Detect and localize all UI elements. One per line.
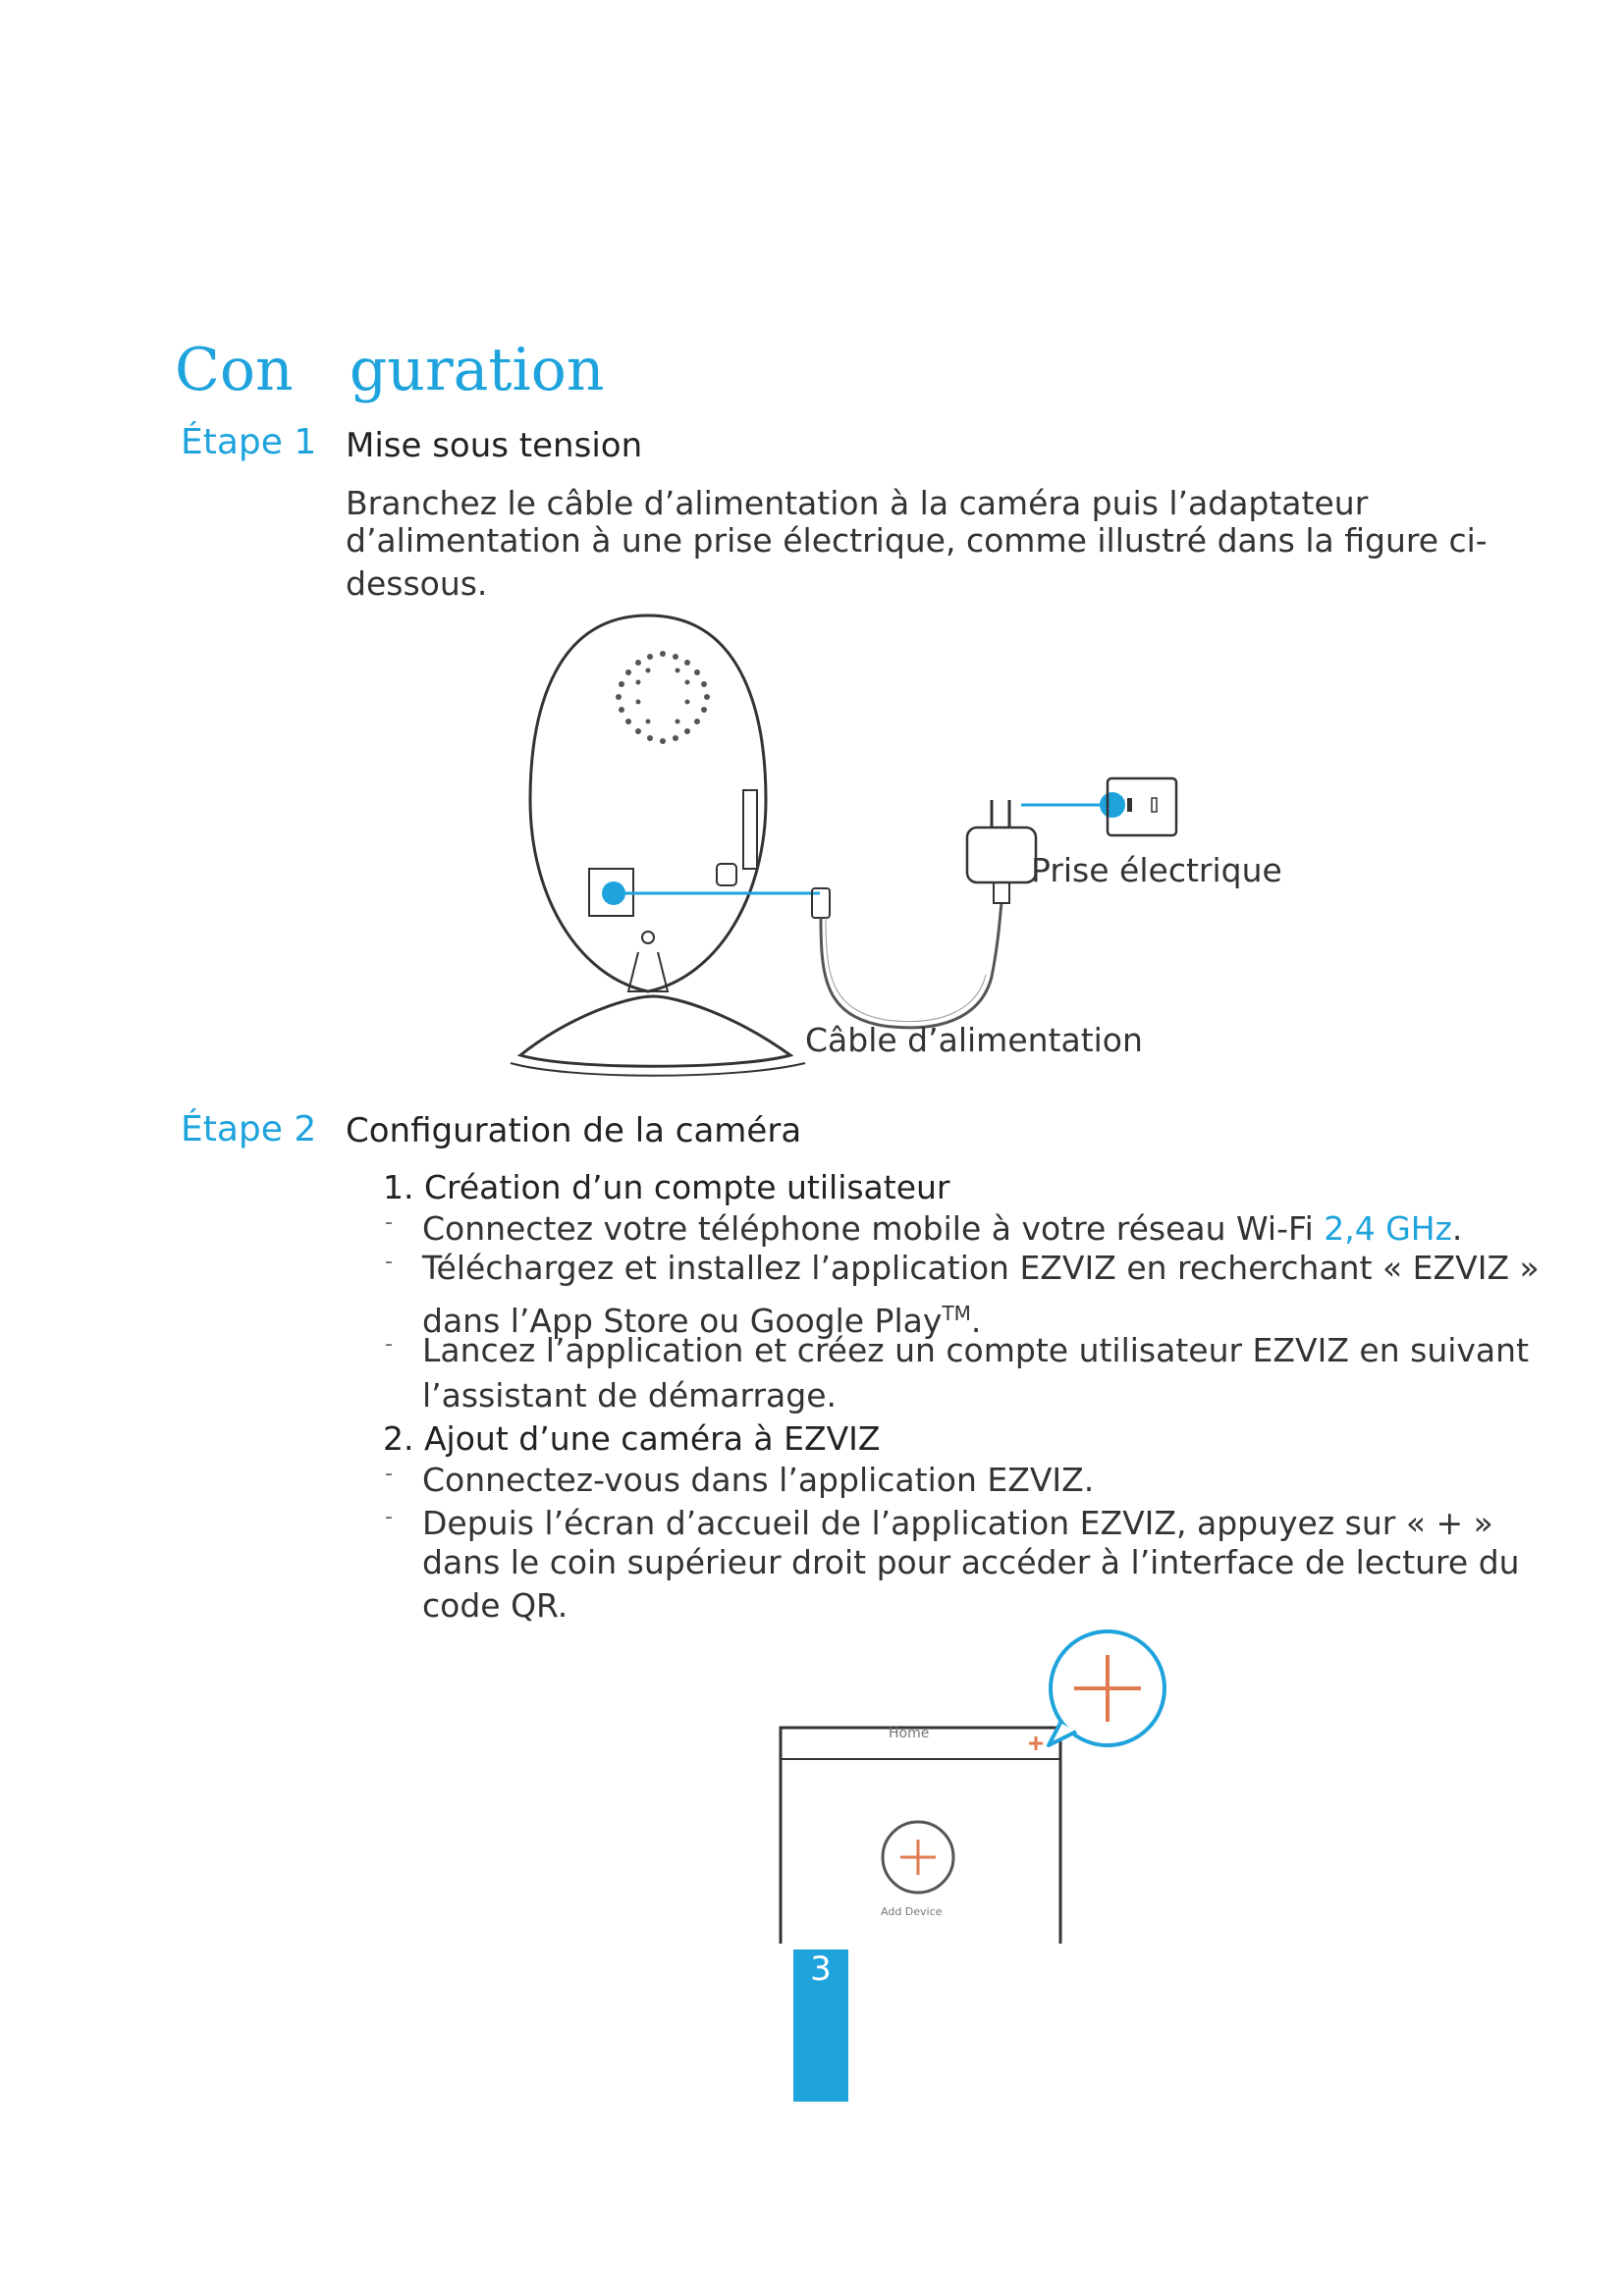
page-title: Con guration [175,336,605,404]
list-item: - Connectez-vous dans l’application EZVIZ. [385,1461,1095,1499]
substep1-heading: 1. Création d’un compte utilisateur [383,1168,950,1206]
step1-body-line3: dessous. [346,564,488,603]
step2-label: Étape 2 [181,1109,317,1149]
list-item-continuation: code QR. [422,1586,568,1625]
list-item: - Lancez l’application et créez un compte utilisateur EZVIZ en suivant [385,1331,1530,1369]
step1-body-line2: d’alimentation à une prise électrique, comme illustré dans la figure ci- [346,521,1488,560]
step1-label: Étape 1 [181,422,317,462]
app-home-illustration [766,1629,1198,1953]
power-adapter-icon [967,828,1036,882]
app-add-device-label: Add Device [881,1905,943,1918]
step1-body-line1: Branchez le câble d’alimentation à la caméra puis l’adaptateur [346,484,1369,522]
list-item: - Depuis l’écran d’accueil de l’application EZVIZ, appuyez sur « + » [385,1504,1493,1542]
step1-title: Mise sous tension [346,426,643,465]
step2-title: Configuration de la caméra [346,1111,802,1150]
list-item: - Connectez votre téléphone mobile à votre réseau Wi-Fi 2,4 GHz. [385,1209,1463,1248]
substep2-heading: 2. Ajout d’une caméra à EZVIZ [383,1419,881,1458]
page-number: 3 [810,1949,832,1989]
outlet-label: Prise électrique [1031,851,1282,889]
list-item-continuation: dans l’App Store ou Google Play™. [422,1302,982,1340]
page-number-tab [793,1949,848,2102]
list-item: - Téléchargez et installez l’application EZVIZ en recherchant « EZVIZ » [385,1249,1540,1287]
app-home-title: Home [889,1726,930,1741]
cable-label: Câble d’alimentation [805,1021,1143,1059]
reset-button-icon [717,864,736,885]
list-item-continuation: l’assistant de démarrage. [422,1376,838,1415]
speaker-grille-icon [616,651,710,744]
list-item-continuation: dans le coin supérieur droit pour accéder à l’interface de lecture du [422,1543,1520,1581]
